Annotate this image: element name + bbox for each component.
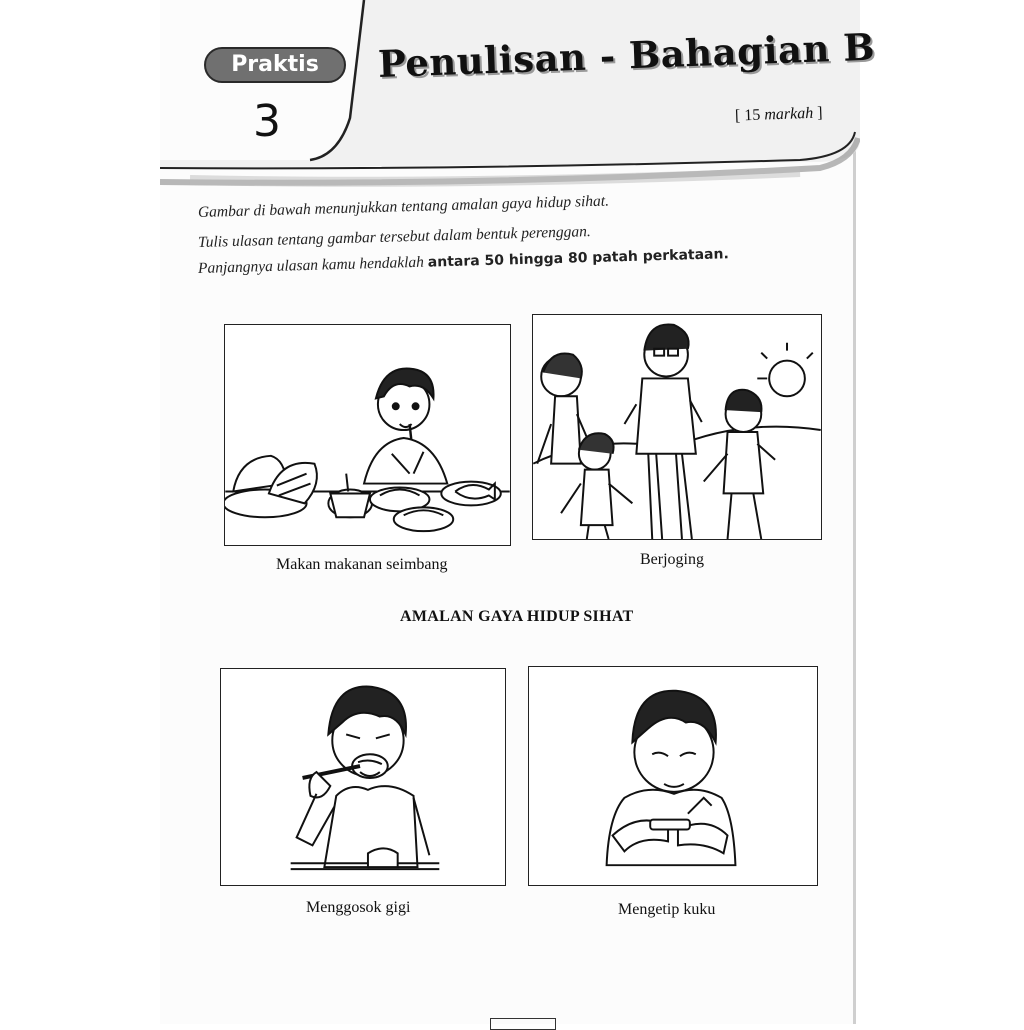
balanced-meal-drawing (225, 325, 510, 545)
brushing-teeth-drawing (221, 669, 505, 885)
praktis-badge: Praktis (204, 47, 346, 83)
left-margin (0, 0, 160, 1024)
instruction-line-1: Gambar di bawah menunjukkan tentang amalan gaya hidup sihat. (197, 192, 610, 221)
brushing-teeth-illustration (220, 668, 506, 886)
balanced-meal-illustration (224, 324, 511, 546)
marks-label (735, 104, 823, 125)
instruction-line-2: Tulis ulasan tentang gambar tersebut dalam bentuk perenggan. (197, 223, 592, 251)
right-margin (856, 0, 1024, 1024)
clipping-nails-drawing (529, 667, 817, 885)
page-title: Penulisan - Bahagian B (377, 24, 876, 86)
marks-close: ] (812, 104, 823, 122)
family-jogging-drawing (533, 315, 821, 539)
marks-open: [ 15 (734, 106, 765, 125)
caption-clipping-nails: Mengetip kuku (618, 901, 716, 918)
section-heading: AMALAN GAYA HIDUP SIHAT (400, 608, 634, 625)
caption-brushing-teeth: Menggosok gigi (306, 899, 411, 916)
praktis-number: 3 (253, 96, 281, 147)
marks-unit: markah (764, 104, 814, 124)
footer-page-box (490, 1018, 556, 1030)
caption-balanced-meal: Makan makanan seimbang (276, 556, 448, 573)
clipping-nails-illustration (528, 666, 818, 886)
instruction-line-3-text: Panjangnya ulasan kamu hendaklah (197, 253, 429, 277)
instruction-word-limit: antara 50 hingga 80 patah perkataan. (427, 246, 730, 271)
family-jogging-illustration (532, 314, 822, 540)
caption-jogging: Berjoging (640, 551, 704, 568)
